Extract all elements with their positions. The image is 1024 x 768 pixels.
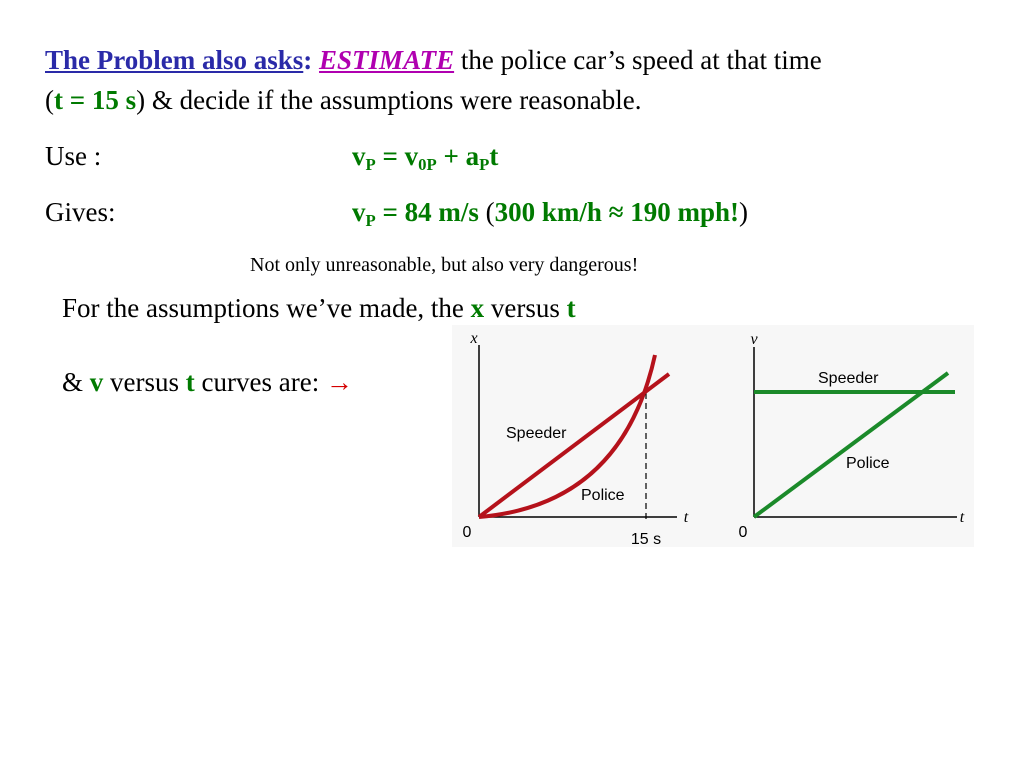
chart2-speeder-label: Speeder [818, 370, 879, 387]
use-label: Use : [45, 141, 102, 171]
gives-result [352, 196, 748, 231]
chart1-tick-15s: 15 s [630, 531, 662, 547]
dangerous-note: Not only unreasonable, but also very dangerous! [250, 254, 639, 276]
assumptions-line-1 [62, 292, 576, 324]
paren-open: ( [45, 85, 54, 115]
eq-v-sub: P [365, 155, 376, 175]
result-paren-open: ( [478, 197, 495, 227]
result-v [352, 197, 479, 231]
use-equation [352, 140, 499, 175]
result-paren-close: ) [738, 197, 748, 227]
right-arrow-icon: → [325, 367, 353, 397]
eq-equals-v: = v [375, 141, 419, 171]
assumptions-t-1: t [566, 293, 576, 323]
chart1-ylabel: x [470, 330, 478, 347]
time-value: t = 15 s [54, 85, 137, 115]
eq-v: v [352, 141, 366, 171]
assumptions-pre: For the assumptions we’ve made, the [62, 293, 471, 323]
chart1-origin: 0 [462, 524, 472, 541]
result-converted: 300 km/h ≈ 190 mph! [494, 197, 739, 227]
assumptions-amp: & [62, 367, 90, 397]
heading-colon: : [303, 45, 313, 75]
eq-t: t [489, 141, 499, 171]
result-v-letter: v [352, 197, 366, 227]
assumptions-x: x [470, 293, 485, 323]
chart2-police-label: Police [846, 455, 890, 472]
heading-line-2 [45, 84, 641, 116]
assumptions-versus-1: versus [484, 293, 567, 323]
chart1-police-label: Police [581, 487, 625, 504]
assumptions-v: v [89, 367, 104, 397]
problem-link[interactable]: The Problem also asks [45, 45, 304, 75]
estimate-word: ESTIMATE [319, 45, 455, 75]
assumptions-post: curves are: [194, 367, 326, 397]
heading-rest-1: the police car’s speed at that time [460, 45, 822, 75]
heading-rest-2: ) & decide if the assumptions were reasonable. [136, 85, 642, 115]
heading-line-1 [45, 44, 822, 76]
assumptions-versus-2: versus [103, 367, 186, 397]
eq-plus-a: + a [436, 141, 480, 171]
eq-a-sub: P [479, 155, 490, 175]
assumptions-t-2: t [185, 367, 195, 397]
chart1-speeder-label: Speeder [506, 425, 567, 442]
result-v-sub: P [365, 211, 376, 231]
chart2-origin: 0 [738, 524, 748, 541]
assumptions-line-2 [62, 366, 353, 398]
eq-v0-sub: 0P [418, 155, 437, 175]
chart1-xlabel: t [683, 509, 689, 526]
chart2-ylabel: v [750, 331, 758, 348]
result-value: = 84 m/s [375, 197, 479, 227]
gives-label: Gives: [45, 197, 116, 227]
chart2-xlabel: t [959, 509, 965, 526]
graphs-figure [452, 325, 974, 547]
